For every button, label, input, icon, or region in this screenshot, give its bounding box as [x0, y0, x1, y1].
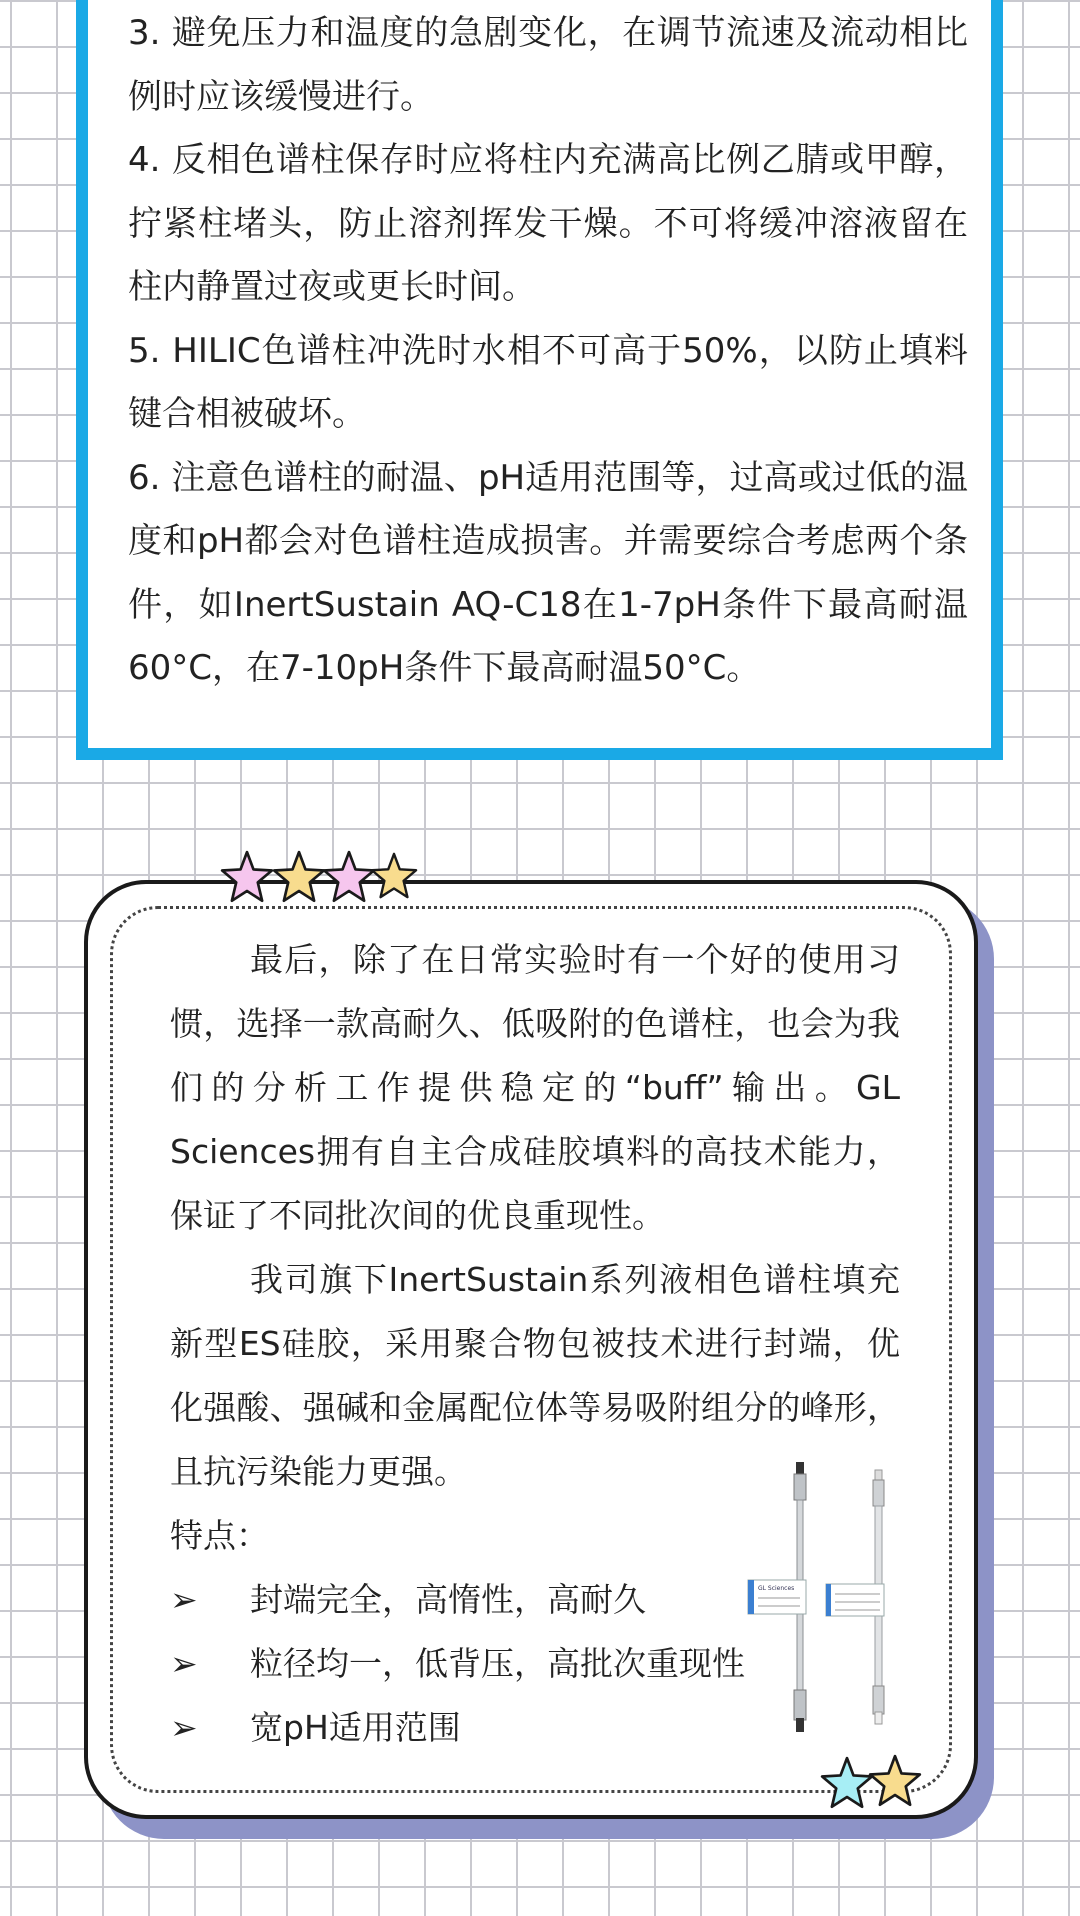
arrow-bullet-icon: ➢ [170, 1644, 198, 1683]
star-icon-pink [322, 850, 376, 904]
features-title: 特点： [170, 1516, 269, 1555]
star-icon-cyan [820, 1756, 874, 1810]
note-item-6: 6. 注意色谱柱的耐温、pH适用范围等，过高或过低的温度和pH都会对色谱柱造成损害。并需要综合考虑两个条件，如InertSustain AQ-C18在1-7pH条件下最高耐温60°C，在7-10pH条件下最高耐温50°C。 [128, 457, 968, 688]
star-icon-yellow [868, 1754, 922, 1808]
notes-box [76, 0, 1003, 760]
feature-text: 封端完全，高惰性，高耐久 [250, 1580, 646, 1619]
svg-text:GL Sciences: GL Sciences [758, 1585, 795, 1592]
summary-paragraph-1: 最后，除了在日常实验时有一个好的使用习惯，选择一款高耐久、低吸附的色谱柱，也会为我们的分析工作提供稳定的“buff”输出。GL Sciences拥有自主合成硅胶填料的高技术能力，保证了不同批次间的优良重现性。 [170, 940, 900, 1235]
feature-text: 粒径均一，低背压，高批次重现性 [250, 1644, 745, 1683]
star-icon-yellow [272, 850, 326, 904]
arrow-bullet-icon: ➢ [170, 1580, 198, 1619]
star-icon-pink [220, 850, 274, 904]
hplc-column-image [740, 1460, 890, 1740]
note-item-4: 4. 反相色谱柱保存时应将柱内充满高比例乙腈或甲醇，拧紧柱堵头，防止溶剂挥发干燥。不可将缓冲溶液留在柱内静置过夜或更长时间。 [128, 140, 968, 307]
summary-paragraph-2: 我司旗下InertSustain系列液相色谱柱填充新型ES硅胶，采用聚合物包被技术进行封端，优化强酸、强碱和金属配位体等易吸附组分的峰形，且抗污染能力更强。 [170, 1260, 900, 1491]
note-item-3: 3. 避免压力和温度的急剧变化，在调节流速及流动相比例时应该缓慢进行。 [128, 13, 968, 117]
note-item-5: 5. HILIC色谱柱冲洗时水相不可高于50%，以防止填料键合相被破坏。 [128, 330, 968, 434]
star-icon-yellow [370, 852, 418, 900]
feature-text: 宽pH适用范围 [250, 1708, 461, 1747]
notes-list [128, 0, 968, 701]
arrow-bullet-icon: ➢ [170, 1708, 198, 1747]
